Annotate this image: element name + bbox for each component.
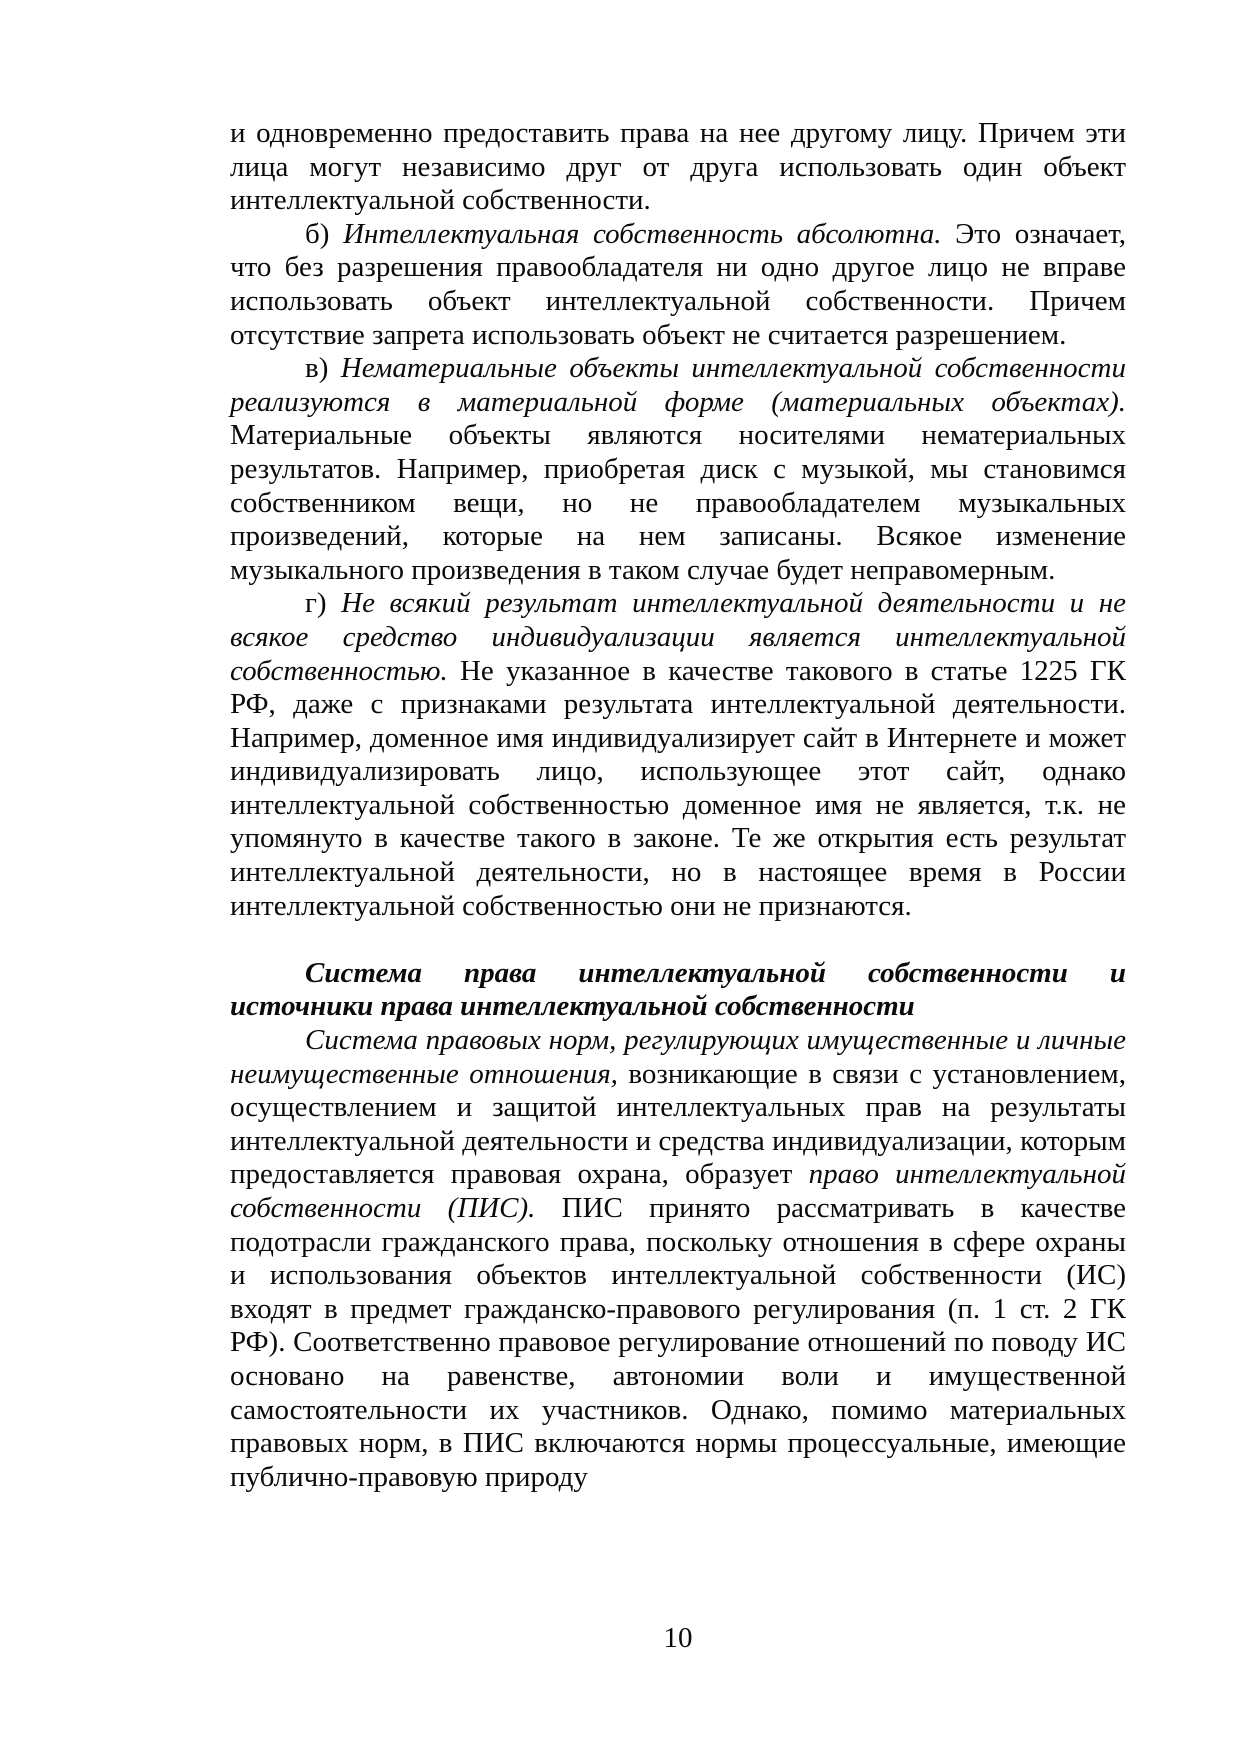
text-run: и одновременно предоставить права на нее другому лицу. Причем эти лица могут независимо друг от друга использовать один объект интеллектуальной собственности. [230,117,1126,217]
text-run: Материальные объекты являются носителями нематериальных результатов. Например, приобретая диск с музыкой, мы становимся собственником вещи, но не правообладателем музыкальных произведений, которые на нем записаны. Всякое изменение музыкального произведения в таком случае будет неправомерным. [230,419,1126,586]
text-run-italic: право интеллектуальной собственности (ПИС). [230,1158,1127,1224]
text-run-italic: Не всякий результат интеллектуальной деятельности и не всякое средство индивидуализации является интеллектуальной собственностью. [230,587,1126,687]
list-marker: г) [305,587,342,620]
list-marker: в) [305,352,341,385]
page-number: 10 [663,1622,693,1654]
section-heading-line-2: источники права интеллектуальной собственности [230,990,915,1023]
paragraph-point-b [230,218,1126,352]
paragraph-pis-system [230,1024,1126,1494]
text-run: ПИС принято рассматривать в качестве подотрасли гражданского права, поскольку отношения в сфере охраны и использования объектов интеллектуальной собственности (ИС) входят в предмет гражданско-правового регулирования (п. 1 ст. 2 ГК РФ). Соответственно правовое регулирование отношений по поводу ИС основано на равенстве, автономии воли и имущественной самостоятельности их участников. Однако, помимо материальных правовых норм, в ПИС включаются нормы процессуальные, имеющие публично-правовую природу [230,1192,1127,1493]
text-run: возникающие в связи с установлением, осуществлением и защитой интеллектуальных прав на результаты интеллектуальной деятельности и средства индивидуализации, которым предоставляется правовая охрана, образует [230,1057,1126,1191]
text-run: Это означает, что без разрешения правообладателя ни одно другое лицо не вправе использовать объект интеллектуальной собственности. Причем отсутствие запрета использовать объект не считается разрешением. [230,217,1126,351]
text-run-italic: Нематериальные объекты интеллектуальной собственности реализуются в материальной форме (материальных объектах). [230,352,1126,418]
text-run-italic: Интеллектуальная собственность абсолютна. [343,217,942,250]
list-marker: б) [305,217,344,250]
paragraph-continuation [230,117,1126,218]
text-run: Не указанное в качестве такового в статье 1225 ГК РФ, даже с признаками результата интеллектуальной деятельности. Например, доменное имя индивидуализирует сайт в Интернете и может индивидуализировать лицо, использующее этот сайт, однако интеллектуальной собственностью доменное имя не является, т.к. не упомянуто в качестве такого в законе. Те же открытия есть результат интеллектуальной деятельности, но в настоящее время в России интеллектуальной собственностью они не признаются. [230,654,1126,922]
paragraph-point-g [230,587,1126,923]
paragraph-point-v [230,352,1126,587]
section-heading-line-1: Система права интеллектуальной собственности и [305,956,1126,989]
text-body [230,117,1126,1494]
section-heading [230,957,1126,1024]
text-run-italic: Система правовых норм, регулирующих имущественные и личные неимущественные отношения, [230,1024,1126,1090]
